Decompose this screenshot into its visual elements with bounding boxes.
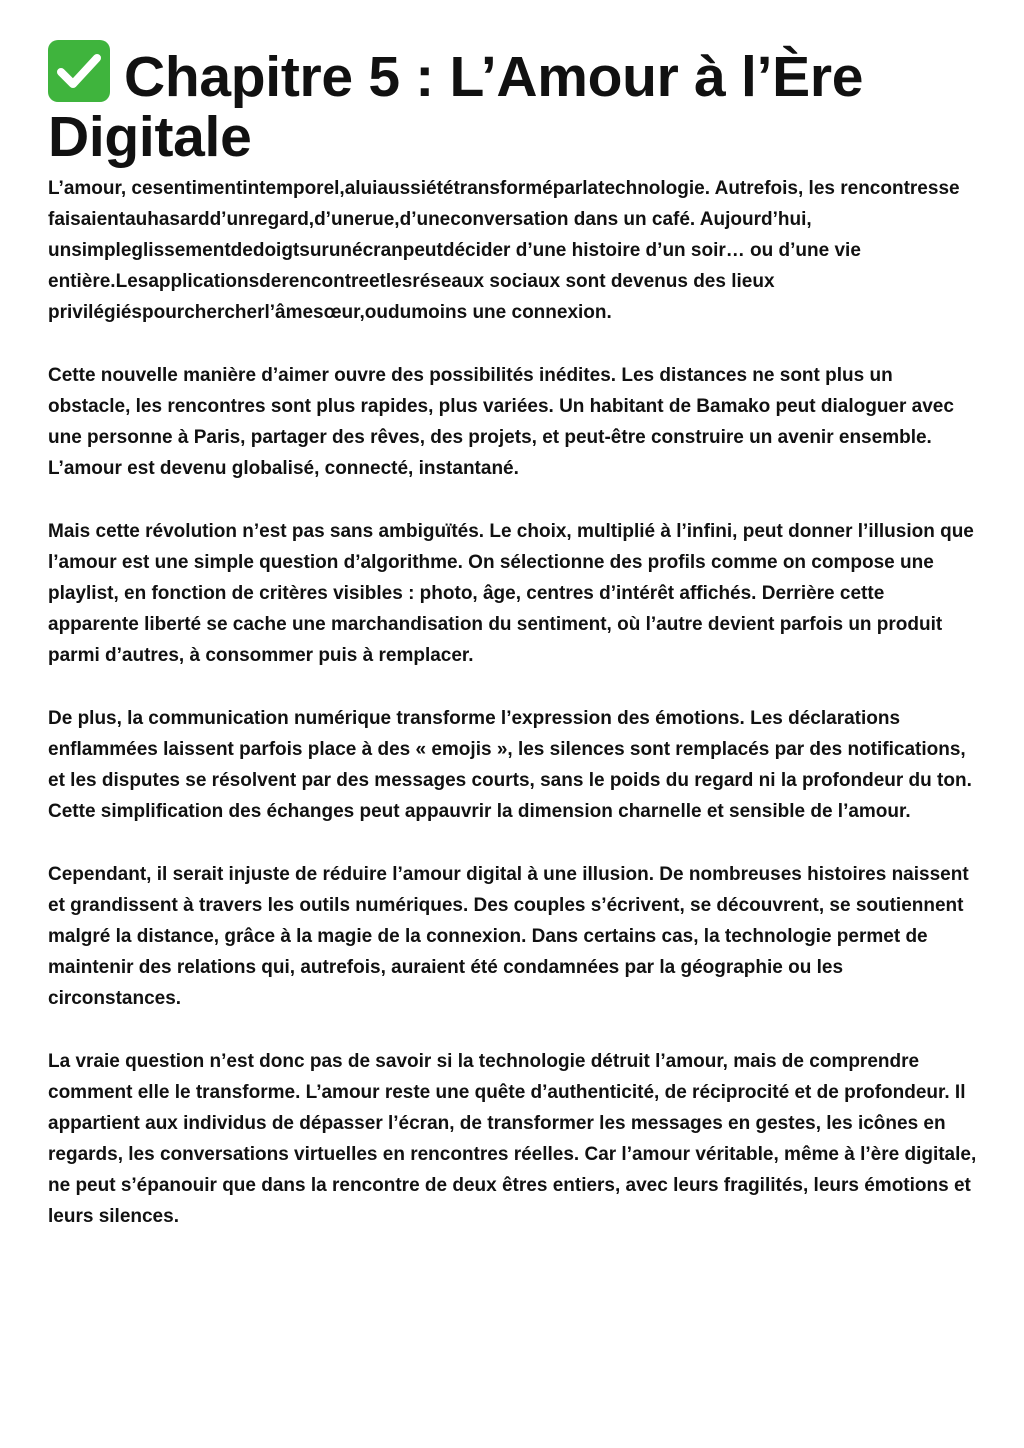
chapter-body [48,173,978,1232]
check-mark-button-icon [48,40,110,102]
paragraph-5: Cependant, il serait injuste de réduire l’amour digital à une illusion. De nombreuses histoires naissent et grandissent à travers les outils numériques. Des couples s’écrivent, se découvrent, se soutiennent malgré la distance, grâce à la magie de la connexion. Dans certains cas, la technologie permet de maintenir des relations qui, autrefois, auraient été condamnées par la géographie ou les circonstances. [48,864,969,1009]
page-title [48,40,978,167]
paragraph-2: Cette nouvelle manière d’aimer ouvre des possibilités inédites. Les distances ne sont plus un obstacle, les rencontres sont plus rapides, plus variées. Un habitant de Bamako peut dialoguer avec une personne à Paris, partager des rêves, des projets, et peut-être construire un avenir ensemble. L’amour est devenu globalisé, connecté, instantané. [48,365,954,479]
document-page [48,40,978,1264]
page-title-text: Chapitre 5 : L’Amour à l’Ère Digitale [48,45,864,169]
paragraph-6: La vraie question n’est donc pas de savoir si la technologie détruit l’amour, mais de comprendre comment elle le transforme. L’amour reste une quête d’authenticité, de réciprocité et de profondeur. Il appartient aux individus de dépasser l’écran, de transformer les messages en gestes, les icônes en regards, les conversations virtuelles en rencontres réelles. Car l’amour véritable, même à l’ère digitale, ne peut s’épanouir que dans la rencontre de deux êtres entiers, avec leurs fragilités, leurs émotions et leurs silences. [48,1051,977,1227]
paragraph-3: Mais cette révolution n’est pas sans ambiguïtés. Le choix, multiplié à l’infini, peut donner l’illusion que l’amour est une simple question d’algorithme. On sélectionne des profils comme on compose une playlist, en fonction de critères visibles : photo, âge, centres d’intérêt affichés. Derrière cette apparente liberté se cache une marchandisation du sentiment, où l’autre devient parfois un produit parmi d’autres, à consommer puis à remplacer. [48,521,974,666]
paragraph-4: De plus, la communication numérique transforme l’expression des émotions. Les déclarations enflammées laissent parfois place à des « emojis », les silences sont remplacés par des notifications, et les disputes se résolvent par des messages courts, sans le poids du regard ni la profondeur du ton. Cette simplification des échanges peut appauvrir la dimension charnelle et sensible de l’amour. [48,708,972,822]
paragraph-1: L’amour, cesentimentintemporel,aluiaussiététransforméparlatechnologie. Autrefois, les rencontresse faisaientauhasardd’unregard,d’unerue,d’uneconversation dans un café. Aujourd’hui, unsimpleglissementdedoigtsurunécranpeutdécider d’une histoire d’un soir… ou d’une vie entière.Lesapplicationsderencontreetlesréseaux sociaux sont devenus des lieux privilégiéspourchercherl’âmesœur,oudumoins une connexion. [48,178,960,323]
